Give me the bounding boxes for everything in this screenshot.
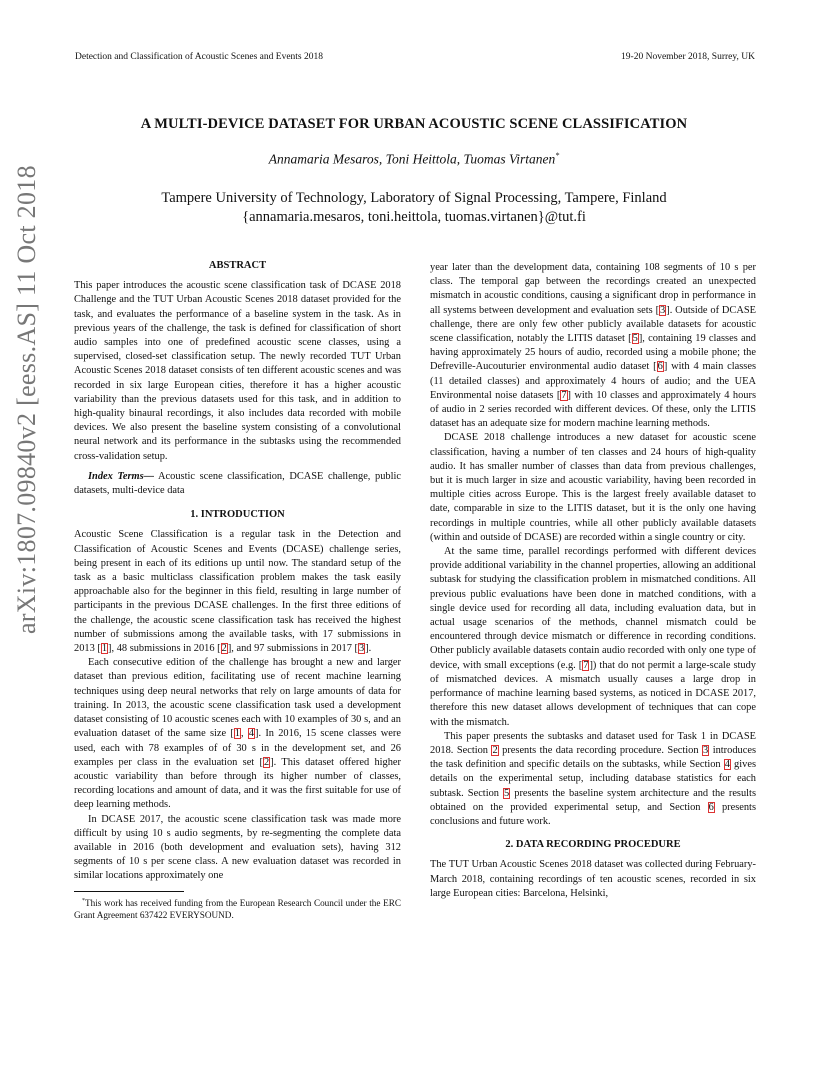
footnote-text: This work has received funding from the European Research Council under the ERC Grant Agreement 637422 EVERYSOUND.: [74, 897, 401, 920]
intro-paragraph-4: DCASE 2018 challenge introduces a new dataset for acoustic scene classification, having a number of ten classes and 24 hours of high-quality audio. It has smaller number of classes than data from previous challenges, but it is much larger in size and acoustic variability, having been recorded in multiple cities across Europe. This is the largest freely available dataset to date, comparable in size to the LITIS dataset, but it is the only one having recordings in multiple countries, while all other publicly available datasets (within and outside of DCASE) are recorded within a single country or city.: [430, 432, 756, 543]
index-terms-label: Index Terms—: [88, 470, 155, 482]
affiliation-block: [0, 189, 828, 227]
citation-link[interactable]: 1: [234, 728, 240, 740]
paper-title: A MULTI-DEVICE DATASET FOR URBAN ACOUSTIC SCENE CLASSIFICATION: [140, 116, 688, 132]
intro-paragraph-3: In DCASE 2017, the acoustic scene classification task was made more difficult by using 10 s audio segments, by re-segmenting the complete data available in 2016 (both development and evaluation sets), having 312 segments of 10 s per scene class. A new evaluation dataset was recorded in similar locations approximately one: [74, 813, 401, 882]
section-link[interactable]: 5: [504, 787, 510, 799]
text-span: presents conclusions and future work.: [430, 801, 756, 827]
text-span: year later than the development data, containing 108 segments of 10 s per class. The temporal gap between the recordings created an unexpected mismatch in acoustic conditions, causing a significant drop in performance in all systems between development and evaluation sets [: [430, 262, 756, 316]
authors: [0, 151, 828, 168]
citation-link[interactable]: 5: [632, 333, 638, 345]
section-link[interactable]: 6: [708, 801, 714, 813]
text-span: introduces the task definition and specific details on the subtasks, while Section: [430, 744, 756, 771]
index-terms-text: Acoustic scene classification, DCASE challenge, public datasets, multi-device data: [74, 470, 401, 497]
right-column: [430, 261, 756, 901]
text-span: ], 48 submissions in 2016 [: [108, 643, 221, 655]
text-span: presents the data recording procedure. Section: [498, 744, 703, 756]
footnote-mark: *: [82, 897, 85, 904]
abstract-text: This paper introduces the acoustic scene classification task of DCASE 2018 Challenge and the TUT Urban Acoustic Scenes 2018 dataset provided for the task, and evaluates the performance of a baseline system in the task. As in previous years of the challenge, the task is defined for classification of short audio samples into one of predefined acoustic scene classes, using a supervised, closed-set classification setup. The newly recorded TUT Urban Acoustic Scenes 2018 dataset consists of ten different acoustic scenes and was recorded in six large European cities, therefore it has a higher acoustic variability than the previous datasets used for this task, and in addition to high-quality binaural recordings, it also includes data recorded with mobile devices. We also present the baseline system consisting of a convolutional neural network and its performance in the subtasks using the recommended cross-validation setup.: [74, 280, 401, 462]
section-link[interactable]: 3: [703, 744, 709, 756]
citation-link[interactable]: 6: [657, 361, 663, 373]
data-recording-paragraph-1: The TUT Urban Acoustic Scenes 2018 dataset was collected during February-March 2018, containing recordings of ten acoustic scenes, recorded in six large European cities: Barcelona, Helsinki,: [430, 859, 756, 899]
text-span: ]. In 2016, 15 scene classes were used, each with 78 examples of of 30 s in the development set, and 26 examples per class in the evaluation set [: [74, 728, 401, 768]
left-column: [74, 259, 401, 921]
citation-link[interactable]: 4: [248, 728, 255, 740]
author-footnote-mark: *: [555, 151, 560, 160]
footnote: [74, 895, 401, 921]
text-span: This paper presents the subtasks and dataset used for Task 1 in DCASE 2018. Section: [430, 730, 756, 756]
section-link[interactable]: 2: [492, 744, 498, 756]
running-header-right: 19-20 November 2018, Surrey, UK: [621, 52, 755, 62]
text-span: ] with 10 classes and approximately 4 hours of audio in 2 series recorded with different devices. Of these, only the LITIS dataset has an adequate size for modern machine learning methods.: [430, 389, 756, 430]
text-span: Each consecutive edition of the challenge has brought a new and larger dataset than previous edition, facilitating use of recent machine learning techniques using deep neural networks that rely on large amounts of data for training. In 2013, the acoustic scene classification task used a development dataset consisting of 10 acoustic scenes each with 10 examples of 30 s, and an evaluation dataset of the same size [: [74, 657, 401, 740]
author-names: Annamaria Mesaros, Toni Heittola, Tuomas Virtanen: [268, 151, 556, 167]
intro-paragraph-2: [74, 656, 401, 812]
intro-paragraph-6: [430, 730, 756, 829]
citation-link[interactable]: 2: [221, 643, 227, 655]
text-span: ].: [365, 643, 372, 655]
text-span: presents the baseline system architecture and the results obtained on the provided experimental setup, and Section: [430, 787, 756, 813]
text-span: At the same time, parallel recordings performed with different devices provide additional variability in the channel properties, allowing an additional subtask for studying the classification problem in mismatched conditions. All previous public evaluations have been done in matched conditions, with a single device used for recording all data, including evaluation data, but in actual usage scenarios of the methods, channel mismatch could be encountered through device mismatch or difference in recording conditions. Other publicly available datasets contain audio recorded with only one type of device, with small exceptions (e.g. [: [430, 546, 756, 671]
text-span: Acoustic Scene Classification is a regular task in the Detection and Classification of Acoustic Scenes and Events (DCASE) challenge series, being present in each of its editions up until now. The standard setup of the task as a basic multiclass classification problem makes the task easily approachable also for the beginner in this field, resulting in large number of participants in the previous DCASE challenges. In the first three editions of the challenge, the acoustic scene classification task has received the highest number of submissions among the available tasks, with 17 submissions in 2013 [: [74, 529, 401, 655]
citation-link[interactable]: 3: [660, 304, 666, 316]
citation-link[interactable]: 3: [359, 643, 365, 655]
citation-link[interactable]: 7: [583, 659, 589, 671]
text-span: ], containing 19 classes and having approximately 25 hours of audio, recorded using a mobile phone; the Defreville-Aucouturier environmental audio dataset [: [430, 333, 757, 373]
affiliation: Tampere University of Technology, Laboratory of Signal Processing, Tampere, Finland: [161, 190, 667, 206]
text-span: ], and 97 submissions in 2017 [: [227, 643, 359, 655]
text-span: ]. This dataset offered higher acoustic variability than before through its higher number of classes, recording locations and amount of data, and it was the first suitable for use of deep learning methods.: [74, 756, 401, 811]
text-span: ] with 4 main classes (11 detailed classes) and approximately 4 hours of audio; and the UEA Environmental noise datasets [: [430, 361, 756, 401]
citation-link[interactable]: 7: [561, 389, 567, 401]
text-span: ]) that do not permit a large-scale study of mismatched devices. A mismatch usually causes a large drop in performance of machine learning based systems, as noticed in DCASE 2017, therefore this new dataset allows development of techniques that can cope with the mismatch.: [430, 659, 756, 728]
citation-link[interactable]: 2: [263, 756, 270, 768]
section-heading-data-recording: 2. DATA RECORDING PROCEDURE: [505, 839, 681, 851]
abstract-heading: ABSTRACT: [208, 260, 267, 271]
index-terms: [74, 470, 401, 498]
section-link[interactable]: 4: [724, 759, 730, 771]
text-span: ,: [241, 728, 248, 740]
citation-link[interactable]: 1: [101, 643, 108, 655]
intro-paragraph-1: [74, 528, 401, 656]
text-span: ]. Outside of DCASE challenge, there are only few other publicly available datasets for acoustic scene classification, notably the LITIS dataset [: [430, 304, 756, 345]
running-header-left: Detection and Classification of Acoustic Scenes and Events 2018: [75, 52, 323, 62]
section-heading-introduction: 1. INTRODUCTION: [190, 509, 285, 521]
emails: {annamaria.mesaros, toni.heittola, tuomas.virtanen}@tut.fi: [242, 209, 586, 225]
intro-paragraph-3-cont: [430, 261, 756, 431]
arxiv-stamp: arXiv:1807.09840v2 [eess.AS] 11 Oct 2018: [12, 165, 41, 634]
footnote-rule: [74, 891, 184, 892]
intro-paragraph-5: [430, 545, 756, 730]
text-span: gives details on the experimental setup, including database statistics for each subtask. Section: [430, 759, 756, 799]
